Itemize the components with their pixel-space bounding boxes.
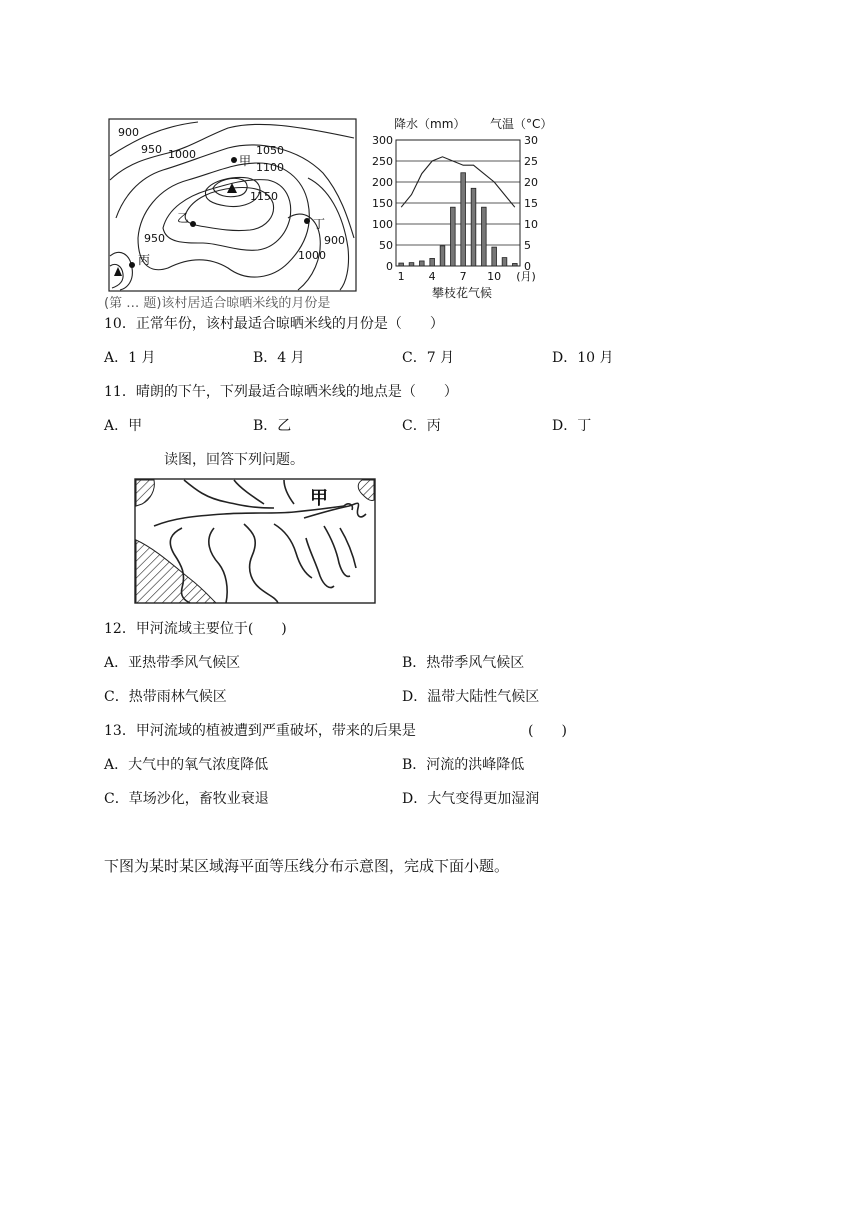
q11-option-b[interactable]: B．乙 (253, 418, 292, 434)
q11-option-d[interactable]: D．丁 (552, 418, 592, 434)
precipitation-bar (471, 188, 476, 266)
right-tick-label: 0 (524, 260, 531, 273)
q13-stem: 13．甲河流域的植被遭到严重破坏，带来的后果是 (104, 723, 416, 739)
x-tick-label: (月) (516, 270, 536, 283)
q12-stem: 12．甲河流域主要位于( ) (104, 621, 287, 637)
q10-option-a[interactable]: A．1 月 (104, 350, 156, 366)
q12-option-c[interactable]: C．热带雨林气候区 (104, 689, 227, 705)
precipitation-bar (440, 246, 445, 266)
place-label-jia: 甲 (239, 154, 252, 168)
q10-option-d[interactable]: D．10 月 (552, 350, 614, 366)
q12-option-a[interactable]: A．亚热带季风气候区 (104, 655, 241, 671)
contour-label: 900 (118, 126, 139, 139)
q12-option-d[interactable]: D．温带大陆性气候区 (402, 689, 540, 705)
contour-map (104, 118, 358, 311)
climate-chart (368, 114, 568, 302)
x-tick-label: 1 (397, 270, 405, 283)
place-label-bing: 丙 (138, 253, 151, 267)
precipitation-bar (451, 207, 456, 266)
right-tick-label: 25 (524, 155, 538, 168)
q13-option-b[interactable]: B．河流的洪峰降低 (402, 757, 525, 773)
place-label-yi: 乙 (177, 211, 190, 225)
contour-label: 1050 (256, 144, 284, 157)
left-tick-label: 100 (372, 218, 393, 231)
contour-label: 1000 (298, 249, 326, 262)
river-basin-map (134, 478, 378, 606)
contour-label: 950 (141, 143, 162, 156)
contour-label: 1100 (256, 161, 284, 174)
section-intro-pressure: 下图为某时某区域海平面等压线分布示意图，完成下面小题。 (104, 857, 510, 875)
chart-title: 攀枝花气候 (432, 286, 493, 300)
right-tick-label: 30 (524, 134, 538, 147)
left-tick-label: 0 (386, 260, 393, 273)
contour-label: 1000 (168, 148, 196, 161)
q13-answer-paren: ( ) (528, 723, 567, 739)
place-label-ding: 丁 (313, 217, 326, 231)
q11-stem: 11．晴朗的下午，下列最适合晾晒米线的地点是（ ） (104, 384, 458, 400)
section-intro: 读图，回答下列问题。 (164, 452, 304, 468)
left-tick-label: 250 (372, 155, 393, 168)
q12-option-b[interactable]: B．热带季风气候区 (402, 655, 525, 671)
precipitation-bar (482, 207, 487, 266)
q10-option-b[interactable]: B．4 月 (253, 350, 305, 366)
precipitation-bar (461, 173, 466, 266)
q10-option-c[interactable]: C．7 月 (402, 350, 455, 366)
left-axis-label: 降水（mm） (394, 117, 466, 131)
left-tick-label: 50 (379, 239, 393, 252)
precipitation-bar (409, 263, 414, 266)
right-axis-label: 气温（°C） (490, 117, 553, 131)
left-tick-label: 150 (372, 197, 393, 210)
left-tick-label: 300 (372, 134, 393, 147)
contour-label: 1150 (250, 190, 278, 203)
river-label-jia: 甲 (310, 488, 328, 509)
precipitation-bar (513, 263, 518, 266)
right-tick-label: 10 (524, 218, 538, 231)
right-tick-label: 5 (524, 239, 531, 252)
precipitation-bar (492, 247, 497, 266)
precipitation-bar (430, 258, 435, 266)
q11-option-a[interactable]: A．甲 (104, 418, 143, 434)
q13-option-a[interactable]: A．大气中的氧气浓度降低 (104, 757, 269, 773)
q11-option-c[interactable]: C．丙 (402, 418, 441, 434)
cut-caption: (第 … 题)该村居适合晾晒米线的月份是 (104, 296, 331, 311)
right-tick-label: 15 (524, 197, 538, 210)
contour-label: 900 (324, 234, 345, 247)
precipitation-bar (502, 258, 507, 266)
left-tick-label: 200 (372, 176, 393, 189)
q13-option-c[interactable]: C．草场沙化，畜牧业衰退 (104, 791, 269, 807)
x-tick-label: 4 (428, 270, 436, 283)
precipitation-bar (420, 261, 425, 266)
x-tick-label: 7 (459, 270, 467, 283)
q13-option-d[interactable]: D．大气变得更加湿润 (402, 791, 540, 807)
contour-label: 950 (144, 232, 165, 245)
x-tick-label: 10 (487, 270, 502, 283)
precipitation-bar (399, 263, 404, 266)
q10-stem: 10．正常年份，该村最适合晾晒米线的月份是（ ） (104, 316, 444, 332)
right-tick-label: 20 (524, 176, 538, 189)
